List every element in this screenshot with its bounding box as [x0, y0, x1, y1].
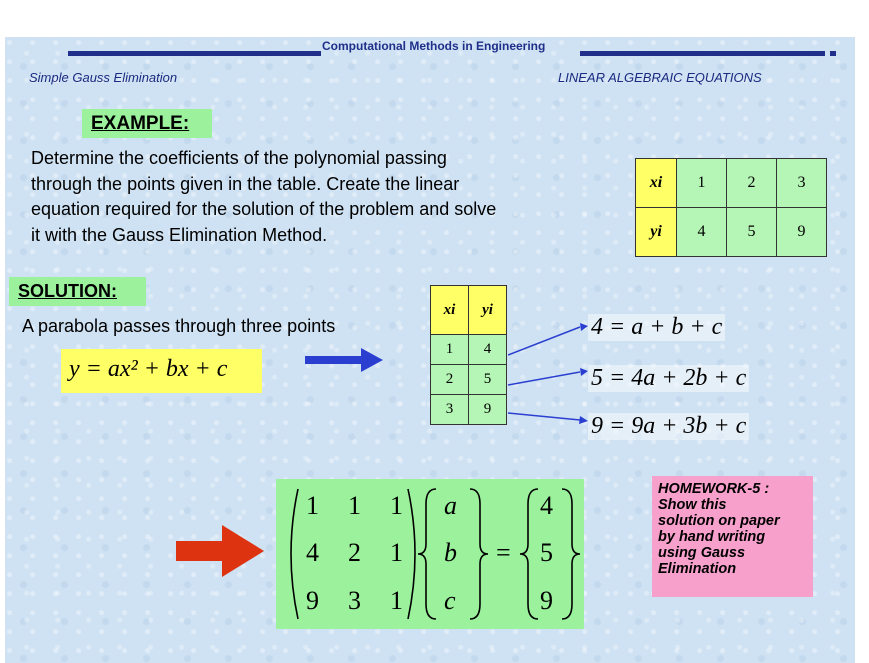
matrix-a-cell: 1: [390, 491, 403, 520]
points-table-vertical: [430, 285, 507, 425]
homework-line: HOMEWORK-5 :: [658, 481, 770, 497]
section-subtitle: Simple Gauss Elimination: [29, 70, 178, 85]
arrow-right-icon: [305, 347, 383, 373]
arrow-right-red-icon: [176, 525, 264, 577]
x-cell: 1: [677, 159, 727, 208]
matrix-equation-box: [276, 479, 584, 629]
homework-line: solution on paper: [658, 513, 780, 529]
connector-arrows-icon: [508, 315, 588, 425]
x-label-cell: xi: [636, 159, 677, 208]
homework-line: by hand writing: [658, 529, 766, 545]
unknown-cell: c: [444, 586, 456, 615]
example-label: EXAMPLE:: [91, 113, 190, 134]
header-rule-right: [580, 51, 825, 56]
homework-line: Show this: [658, 497, 727, 513]
matrix-a-cell: 1: [390, 538, 403, 567]
example-label-box: [82, 109, 212, 138]
rhs-cell: 9: [540, 586, 553, 615]
x-cell: 3: [431, 395, 469, 425]
matrix-a-cell: 2: [348, 538, 361, 567]
y-label-cell: yi: [636, 208, 677, 257]
x-cell: 2: [727, 159, 777, 208]
rhs-cell: 5: [540, 538, 553, 567]
x-header-cell: xi: [431, 286, 469, 335]
matrix-equation: [276, 479, 584, 629]
y-cell: 5: [727, 208, 777, 257]
unknown-cell: a: [444, 491, 457, 520]
equation-2: 5 = 4a + 2b + c: [588, 365, 749, 392]
solution-label-box: [9, 277, 146, 306]
example-line: it with the Gauss Elimination Method.: [31, 224, 328, 245]
equation-1: 4 = a + b + c: [588, 314, 725, 341]
matrix-a-cell: 1: [306, 491, 319, 520]
y-cell: 4: [677, 208, 727, 257]
matrix-a-cell: 4: [306, 538, 319, 567]
example-line: through the points given in the table. Create the linear: [31, 173, 460, 194]
equation-3: 9 = 9a + 3b + c: [588, 413, 749, 440]
matrix-a-cell: 3: [348, 586, 361, 615]
chapter-subtitle: LINEAR ALGEBRAIC EQUATIONS: [558, 70, 762, 85]
matrix-a-cell: 9: [306, 586, 319, 615]
equals-sign: =: [496, 538, 511, 567]
x-cell: 1: [431, 335, 469, 365]
matrix-a-cell: 1: [348, 491, 361, 520]
homework-line: using Gauss: [658, 545, 746, 561]
y-cell: 9: [469, 395, 507, 425]
homework-box: [652, 476, 813, 597]
course-title: Computational Methods in Engineering: [322, 39, 546, 53]
rhs-cell: 4: [540, 491, 553, 520]
homework-line: Elimination: [658, 561, 737, 577]
matrix-a-cell: 1: [390, 586, 403, 615]
solution-label: SOLUTION:: [18, 281, 117, 301]
homework-text: [658, 481, 780, 577]
y-header-cell: yi: [469, 286, 507, 335]
unknown-cell: b: [444, 538, 457, 567]
header-rule-left: [68, 51, 321, 56]
parabola-formula: y = ax² + bx + c: [69, 356, 228, 382]
x-cell: 3: [777, 159, 827, 208]
points-table-horizontal: [635, 158, 827, 257]
header-rule-dash: [830, 51, 836, 56]
y-cell: 5: [469, 365, 507, 395]
example-paragraph: [31, 146, 611, 248]
y-cell: 9: [777, 208, 827, 257]
x-cell: 2: [431, 365, 469, 395]
solution-text: A parabola passes through three points: [22, 316, 336, 336]
parabola-formula-box: [61, 349, 262, 393]
y-cell: 4: [469, 335, 507, 365]
example-line: Determine the coefficients of the polynomial passing: [31, 148, 447, 168]
example-line: equation required for the solution of the problem and solve: [31, 199, 497, 219]
